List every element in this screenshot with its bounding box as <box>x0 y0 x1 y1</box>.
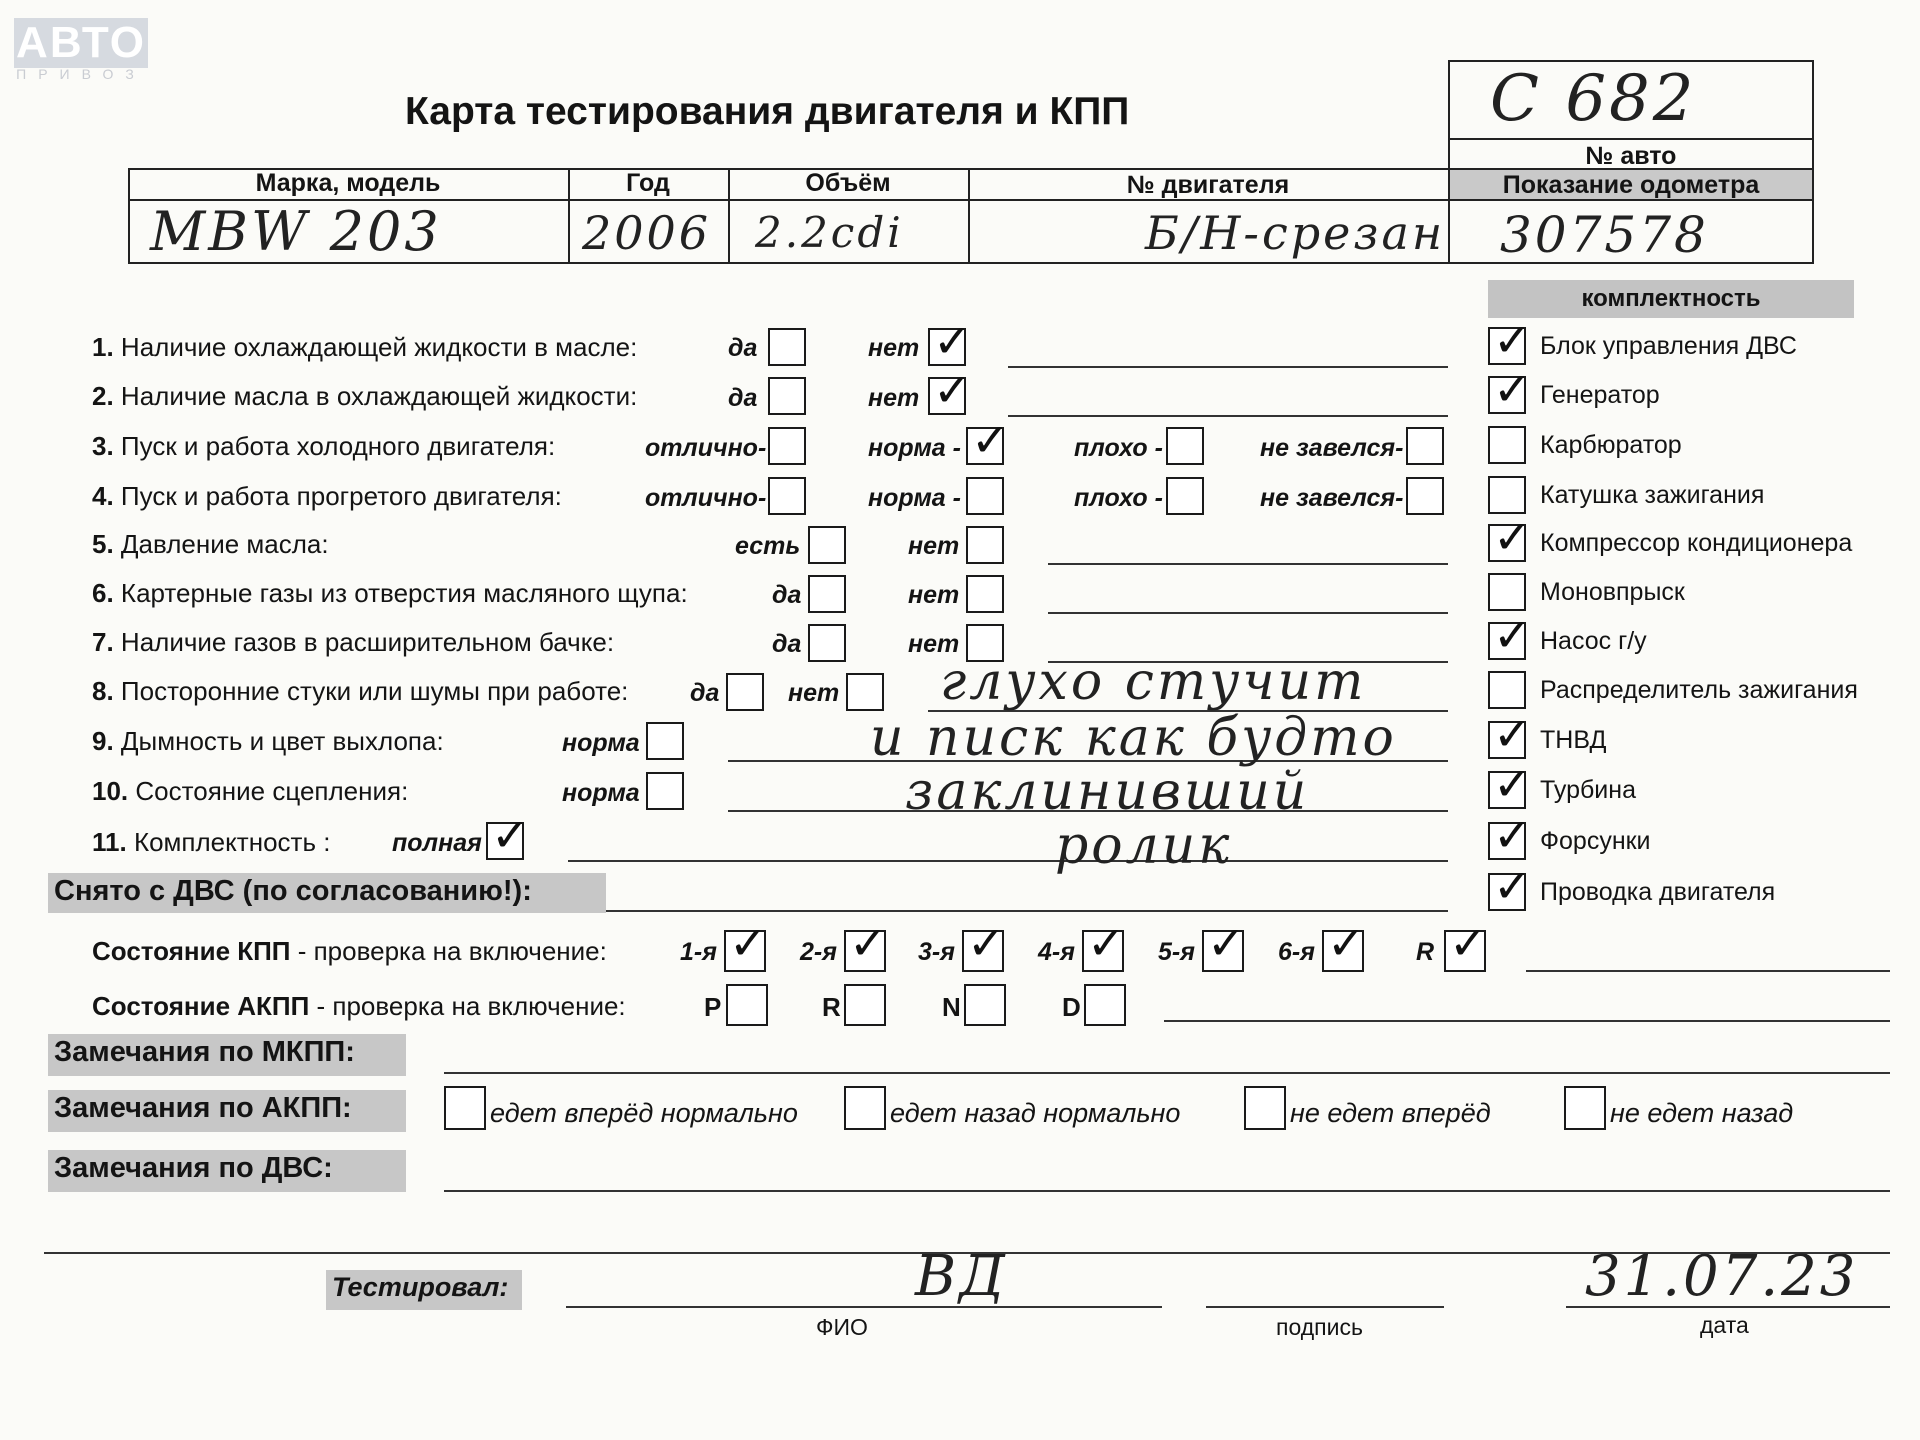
question-5: 5. Давление масла: <box>92 529 329 559</box>
logo-sub: ПРИВОЗ <box>16 66 146 82</box>
q10-normal-checkbox[interactable] <box>646 772 684 810</box>
q4-excellent-checkbox[interactable] <box>768 477 806 515</box>
q7-yes-label: да <box>772 630 802 658</box>
q6-no-checkbox[interactable] <box>966 575 1004 613</box>
kpp-gear-label-0: 1-я <box>680 938 717 966</box>
remarks-dvs-label: Замечания по ДВС: <box>48 1150 406 1192</box>
q8-yes-label: да <box>690 679 720 707</box>
make-label: Марка, модель <box>255 169 441 197</box>
komplektnost-checkbox-10[interactable] <box>1488 822 1526 860</box>
q2-yes-checkbox[interactable] <box>768 377 806 415</box>
note-line-3: заклинивший <box>905 762 1310 822</box>
page-title: Карта тестирования двигателя и КПП <box>405 90 1130 133</box>
note-line-4: ролик <box>1055 816 1233 876</box>
kpp-gear-checkbox-1[interactable] <box>844 930 886 972</box>
q4-bad-label: плохо - <box>1074 484 1163 512</box>
q7-no-label: нет <box>908 630 960 658</box>
question-4: 4. Пуск и работа прогретого двигателя: <box>92 481 562 511</box>
kpp-gear-checkbox-4[interactable] <box>1202 930 1244 972</box>
akpp-position-checkbox-3[interactable] <box>1084 984 1126 1026</box>
q4-nostart-label: не завелся- <box>1260 484 1404 512</box>
komplektnost-checkbox-4[interactable] <box>1488 524 1526 562</box>
logo: АВТО <box>14 18 148 68</box>
date-line <box>1566 1306 1890 1308</box>
akpp-position-checkbox-2[interactable] <box>964 984 1006 1026</box>
question-2: 2. Наличие масла в охлаждающей жидкости: <box>92 381 638 411</box>
q4-nostart-checkbox[interactable] <box>1406 477 1444 515</box>
q6-no-label: нет <box>908 581 960 609</box>
q2-line <box>1008 415 1448 417</box>
question-3: 3. Пуск и работа холодного двигателя: <box>92 431 556 461</box>
akpp-position-label-1: R <box>822 992 841 1022</box>
kpp-gear-checkbox-0[interactable] <box>724 930 766 972</box>
q4-excellent-label: отлично- <box>645 484 767 512</box>
remarks-akpp-label: Замечания по АКПП: <box>48 1090 406 1132</box>
q11-line <box>568 860 1448 862</box>
q1-no-label: нет <box>868 334 920 362</box>
q6-yes-label: да <box>772 581 802 609</box>
question-6: 6. Картерные газы из отверстия масляного щупа: <box>92 578 688 608</box>
q5-no-checkbox[interactable] <box>966 526 1004 564</box>
year-value: 2006 <box>582 206 712 260</box>
q4-normal-label: норма - <box>868 484 961 512</box>
question-8: 8. Посторонние стуки или шумы при работе: <box>92 676 629 706</box>
kpp-gear-label-6: R <box>1416 938 1435 966</box>
note-line-2: и писк как будто <box>870 708 1397 768</box>
komplektnost-label-0: Блок управления ДВС <box>1540 332 1797 360</box>
q3-normal-label: норма - <box>868 434 961 462</box>
komplektnost-label-8: ТНВД <box>1540 726 1607 754</box>
q11-full-label: полная <box>392 829 482 857</box>
fio-line <box>566 1306 1162 1308</box>
q3-excellent-label: отлично- <box>645 434 767 462</box>
question-10: 10. Состояние сцепления: <box>92 776 409 806</box>
akpp-back-ok-label: едет назад нормально <box>890 1098 1181 1128</box>
q2-no-label: нет <box>868 384 920 412</box>
sign-label: подпись <box>1276 1314 1363 1340</box>
kpp-gear-checkbox-6[interactable] <box>1444 930 1486 972</box>
removed-line <box>606 910 1448 912</box>
akpp-no-back-checkbox[interactable] <box>1564 1086 1606 1130</box>
remarks-mkpp-line <box>444 1072 1890 1074</box>
question-7: 7. Наличие газов в расширительном бачке: <box>92 627 615 657</box>
akpp-no-forward-checkbox[interactable] <box>1244 1086 1286 1130</box>
q5-yes-label: есть <box>735 532 801 560</box>
q4-normal-checkbox[interactable] <box>966 477 1004 515</box>
q10-normal-label: норма <box>562 779 640 807</box>
q2-yes-label: да <box>728 384 758 412</box>
akpp-line <box>1164 1020 1890 1022</box>
volume-value: 2.2cdi <box>755 208 904 257</box>
fio-value: ВД <box>915 1244 1008 1309</box>
akpp-forward-ok-label: едет вперёд нормально <box>490 1098 798 1128</box>
komplektnost-checkbox-11[interactable] <box>1488 873 1526 911</box>
q4-bad-checkbox[interactable] <box>1166 477 1204 515</box>
q6-yes-checkbox[interactable] <box>808 575 846 613</box>
akpp-position-label-0: P <box>704 992 722 1022</box>
komplektnost-label-4: Компрессор кондиционера <box>1540 529 1853 557</box>
q7-yes-checkbox[interactable] <box>808 624 846 662</box>
kpp-gear-label-4: 5-я <box>1158 938 1195 966</box>
kpp-label: Состояние КПП - проверка на включение: <box>92 936 607 966</box>
kpp-gear-checkbox-2[interactable] <box>962 930 1004 972</box>
q8-yes-checkbox[interactable] <box>726 673 764 711</box>
q3-excellent-checkbox[interactable] <box>768 427 806 465</box>
q3-nostart-checkbox[interactable] <box>1406 427 1444 465</box>
komplektnost-label-10: Форсунки <box>1540 827 1651 855</box>
q3-bad-checkbox[interactable] <box>1166 427 1204 465</box>
question-1: 1. Наличие охлаждающей жидкости в масле: <box>92 332 638 362</box>
akpp-no-back-label: не едет назад <box>1610 1098 1794 1128</box>
komplektnost-label-1: Генератор <box>1540 381 1660 409</box>
komplektnost-label-9: Турбина <box>1540 776 1636 804</box>
q5-no-label: нет <box>908 532 960 560</box>
akpp-label: Состояние АКПП - проверка на включение: <box>92 991 626 1021</box>
komplektnost-label-3: Катушка зажигания <box>1540 481 1765 509</box>
year-label: Год <box>626 169 670 197</box>
q1-yes-checkbox[interactable] <box>768 328 806 366</box>
q6-line <box>1048 612 1448 614</box>
q11-full-checkbox[interactable] <box>486 822 524 860</box>
komplektnost-checkbox-6[interactable] <box>1488 622 1526 660</box>
remarks-dvs-line <box>444 1190 1890 1192</box>
komplektnost-checkbox-2[interactable] <box>1488 426 1526 464</box>
date-value: 31.07.23 <box>1585 1244 1859 1309</box>
remarks-mkpp-label: Замечания по МКПП: <box>48 1034 406 1076</box>
kpp-gear-checkbox-3[interactable] <box>1082 930 1124 972</box>
akpp-position-label-2: N <box>942 992 961 1022</box>
akpp-position-label-3: D <box>1062 992 1081 1022</box>
q9-normal-checkbox[interactable] <box>646 722 684 760</box>
sign-line <box>1206 1306 1444 1308</box>
komplektnost-checkbox-0[interactable] <box>1488 327 1526 365</box>
q3-bad-label: плохо - <box>1074 434 1163 462</box>
q3-nostart-label: не завелся- <box>1260 434 1404 462</box>
question-11: 11. Комплектность : <box>92 827 331 857</box>
komplektnost-title: комплектность <box>1488 280 1854 318</box>
akpp-position-checkbox-1[interactable] <box>844 984 886 1026</box>
kpp-line <box>1526 970 1890 972</box>
kpp-gear-label-1: 2-я <box>800 938 837 966</box>
akpp-back-ok-checkbox[interactable] <box>844 1086 886 1130</box>
kpp-gear-label-5: 6-я <box>1278 938 1315 966</box>
akpp-forward-ok-checkbox[interactable] <box>444 1086 486 1130</box>
komplektnost-label-2: Карбюратор <box>1540 431 1682 459</box>
q9-normal-label: норма <box>562 729 640 757</box>
akpp-no-forward-label: не едет вперёд <box>1290 1098 1491 1128</box>
question-9: 9. Дымность и цвет выхлопа: <box>92 726 444 756</box>
odometer-label: Показание одометра <box>1502 171 1760 199</box>
akpp-position-checkbox-0[interactable] <box>726 984 768 1026</box>
komplektnost-label-5: Моновпрыск <box>1540 578 1685 606</box>
make-value: MBW 203 <box>150 200 442 263</box>
kpp-gear-checkbox-5[interactable] <box>1322 930 1364 972</box>
q1-no-checkbox[interactable] <box>928 328 966 366</box>
fio-label: ФИО <box>816 1314 868 1340</box>
komplektnost-label-6: Насос г/у <box>1540 627 1647 655</box>
q2-no-checkbox[interactable] <box>928 377 966 415</box>
removed-label: Снято с ДВС (по согласованию!): <box>48 873 606 913</box>
car-number-label: № авто <box>1448 138 1814 171</box>
kpp-gear-label-2: 3-я <box>918 938 955 966</box>
tested-label: Тестировал: <box>326 1270 522 1310</box>
engine-label: № двигателя <box>1126 171 1290 199</box>
q5-yes-checkbox[interactable] <box>808 526 846 564</box>
komplektnost-checkbox-5[interactable] <box>1488 573 1526 611</box>
q1-yes-label: да <box>728 334 758 362</box>
date-label: дата <box>1700 1312 1749 1338</box>
q5-line <box>1048 563 1448 565</box>
kpp-gear-label-3: 4-я <box>1038 938 1075 966</box>
komplektnost-checkbox-7[interactable] <box>1488 671 1526 709</box>
q1-line <box>1008 366 1448 368</box>
komplektnost-checkbox-8[interactable] <box>1488 721 1526 759</box>
komplektnost-checkbox-3[interactable] <box>1488 476 1526 514</box>
komplektnost-label-11: Проводка двигателя <box>1540 878 1776 906</box>
komplektnost-checkbox-1[interactable] <box>1488 376 1526 414</box>
car-number-value: C 682 <box>1490 62 1697 136</box>
q8-no-label: нет <box>788 679 840 707</box>
volume-label: Объём <box>805 169 891 197</box>
komplektnost-checkbox-9[interactable] <box>1488 771 1526 809</box>
q8-no-checkbox[interactable] <box>846 673 884 711</box>
note-line-1: глухо стучит <box>940 652 1367 712</box>
q3-normal-checkbox[interactable] <box>966 427 1004 465</box>
komplektnost-label-7: Распределитель зажигания <box>1540 676 1858 704</box>
odometer-value: 307578 <box>1500 206 1709 264</box>
engine-value: Б/Н-срезан <box>1145 206 1446 260</box>
